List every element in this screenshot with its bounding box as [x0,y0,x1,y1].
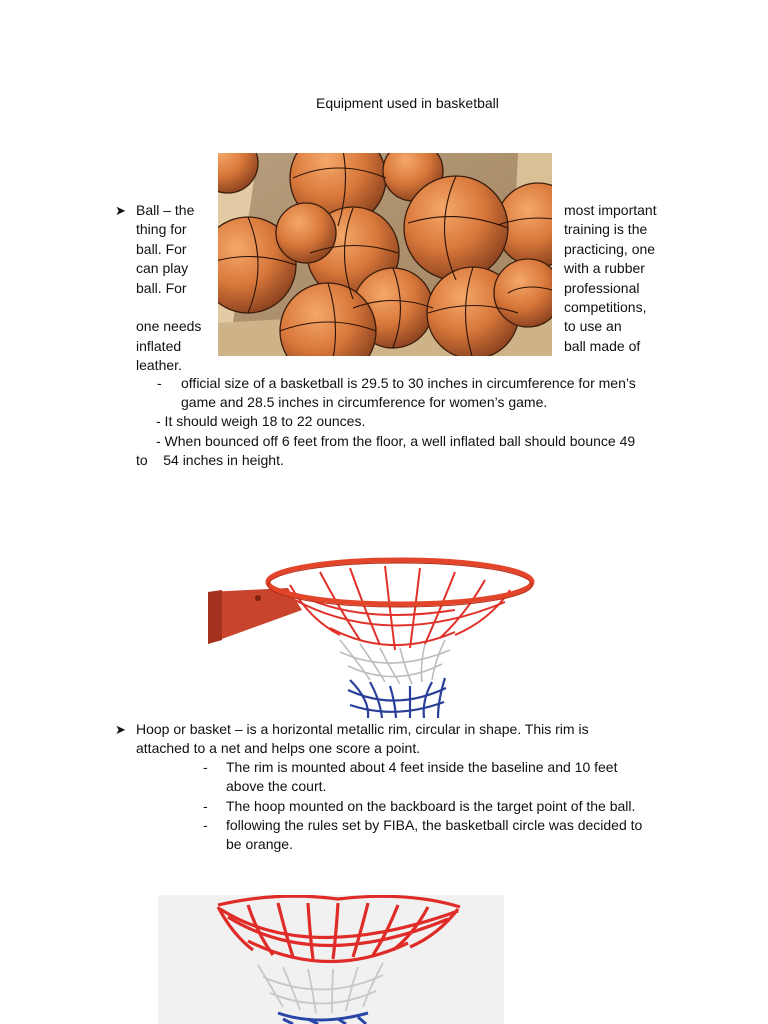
ball-left-line: thing for [136,221,187,238]
ball-left-line: inflated [136,337,182,354]
ball-right-line: most important [564,202,657,218]
hoop-subpoint-dash: - [203,817,208,833]
ball-subpoint-bounce-line1: - When bounced off 6 feet from the floor, a well inflated ball should bounce 49 [156,433,636,449]
ball-subpoint-size-line2: game and 28.5 inches in circumference for women’s game. [181,394,548,410]
hoop-subpoint-dash: - [203,798,208,814]
document-title: Equipment used in basketball [316,95,499,111]
hoop-description-line2: attached to a net and helps one score a point. [136,740,421,756]
basketballs-in-crate-image [218,153,552,356]
ball-right-line: ball made of [564,337,641,354]
bullet-arrow-icon: ➤ [115,722,126,737]
hoop-subpoint-line: be orange. [226,836,293,852]
ball-right-line: competitions, [564,299,647,316]
ball-left-line: can play [136,260,189,277]
hoop-subpoint-line: The hoop mounted on the backboard is the target point of the ball. [226,798,636,814]
hoop-subpoint-line: following the rules set by FIBA, the basketball circle was decided to [226,817,643,833]
ball-right-line: professional [564,279,640,296]
basketball-hoop-image [200,540,550,720]
hoop-description-line1: Hoop or basket – is a horizontal metallic rim, circular in shape. This rim is [136,721,589,737]
ball-left-line [136,298,201,317]
ball-right-line: training is the [564,221,648,238]
ball-subpoint-bounce-line2: to 54 inches in height. [136,452,284,468]
hoop-subpoint-line: The rim is mounted about 4 feet inside the baseline and 10 feet [226,759,618,775]
ball-subpoint-dash: - [157,375,162,391]
ball-subpoint-size-line1: official size of a basketball is 29.5 to 30 inches in circumference for men’s [181,375,636,391]
ball-right-line: to use an [564,318,622,335]
ball-right-line: with a rubber [564,260,645,277]
basketball-net-image [158,895,504,1024]
ball-subpoint-weight: - It should weigh 18 to 22 ounces. [156,413,366,429]
ball-right-column [564,201,657,356]
ball-left-line: one needs [136,318,202,335]
ball-left-column [136,201,201,376]
ball-left-line: ball. For [136,279,187,296]
ball-right-line: practicing, one [564,240,656,257]
ball-left-line: leather. [136,357,182,374]
bullet-arrow-icon: ➤ [115,203,126,218]
ball-left-line: Ball – the [136,202,195,218]
hoop-subpoint-line: above the court. [226,778,327,794]
ball-left-line: ball. For [136,240,187,257]
hoop-subpoint-dash: - [203,759,208,775]
